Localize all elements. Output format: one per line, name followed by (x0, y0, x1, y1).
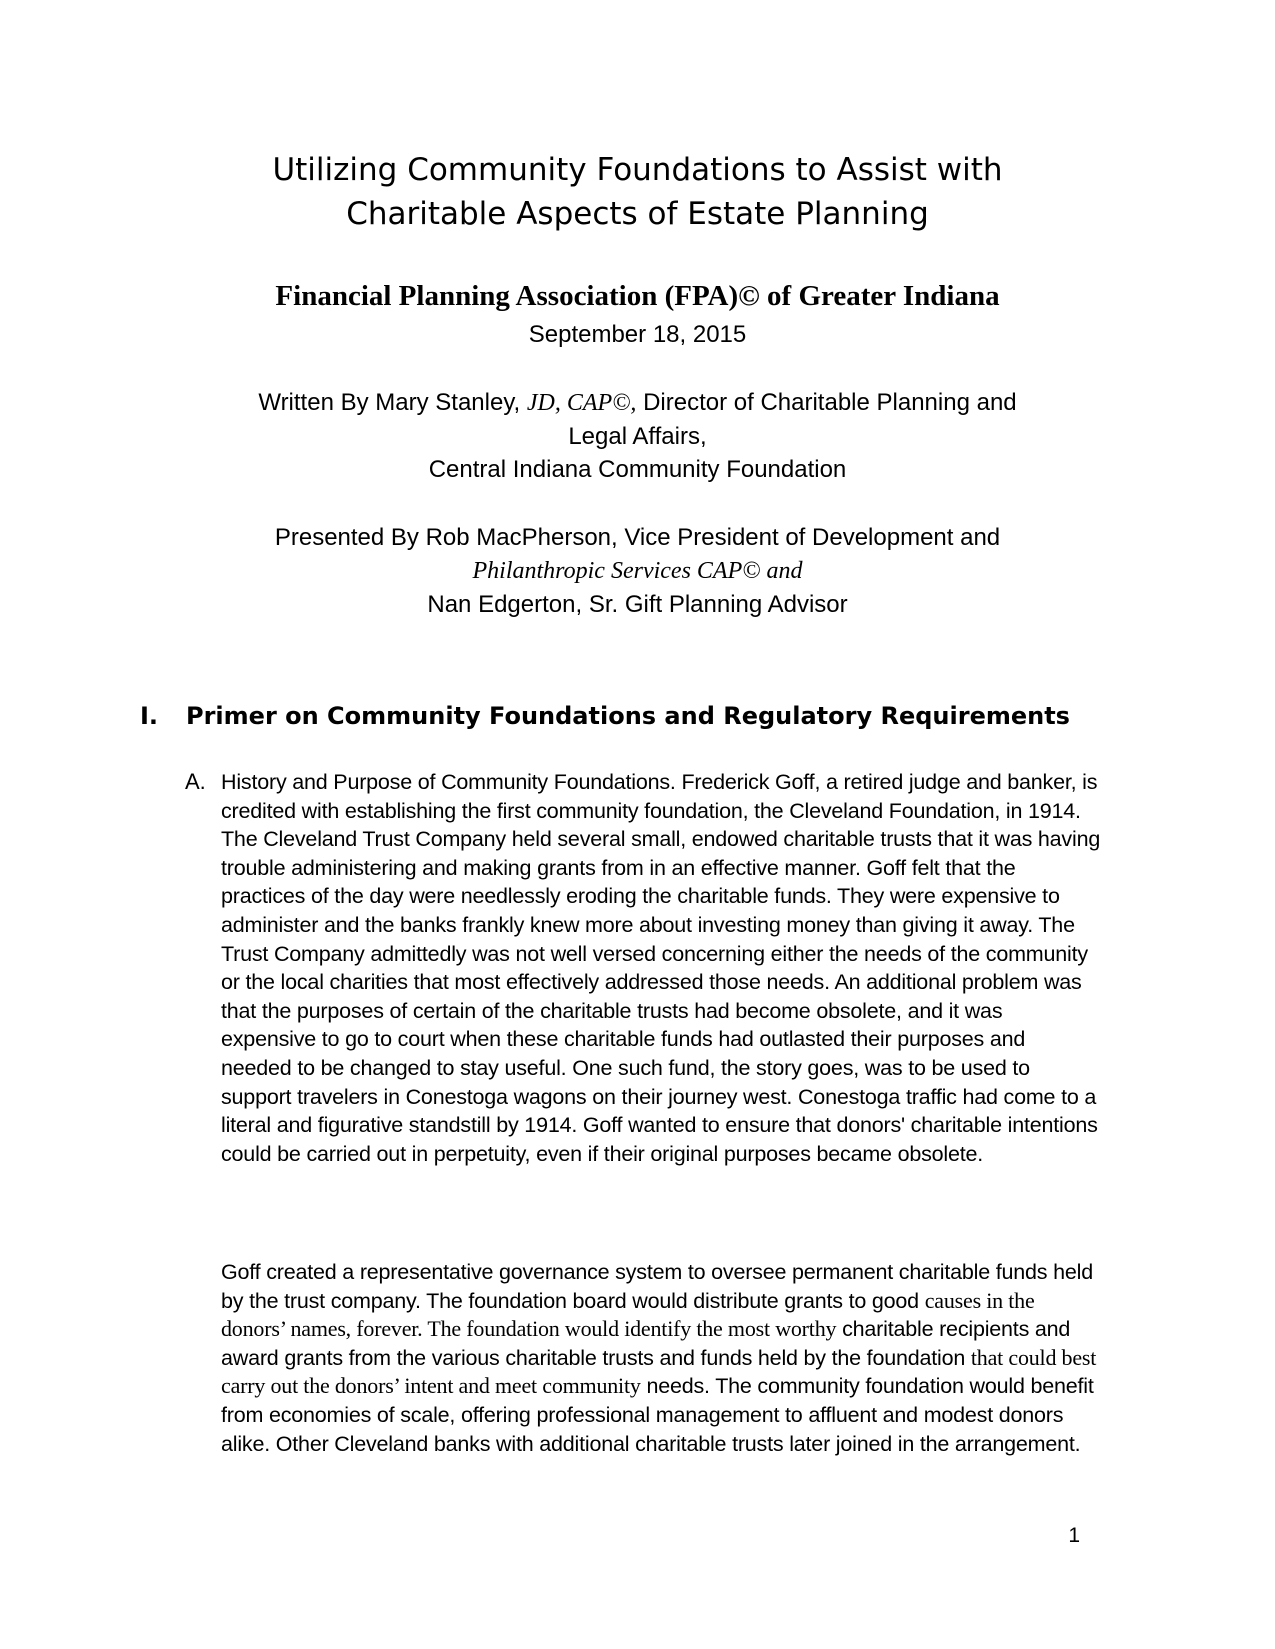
document-date: September 18, 2015 (528, 321, 747, 348)
paragraph-governance-part-5: needs. The community foundation would benefit from economies of scale, offering professional management to affluent and modest donors alike. Other Cleveland banks with additional charitable trusts later joined in the arrangement. (221, 1374, 1094, 1456)
author-block (150, 386, 1125, 486)
presenter-block (150, 521, 1125, 621)
paragraph-governance-part-3: charitable recipients and award grants from the various charitable trusts and funds held by the foundation (221, 1317, 1071, 1370)
title-line-2: Charitable Aspects of Estate Planning (346, 196, 929, 232)
paragraph-governance (221, 1258, 1101, 1458)
author-role-line-2: Legal Affairs, (568, 423, 707, 450)
section-title: Primer on Community Foundations and Regulatory Requirements (186, 702, 1070, 730)
author-credentials: JD, CAP©, (526, 390, 637, 416)
title-line-1: Utilizing Community Foundations to Assist with (272, 152, 1003, 188)
page-number: 1 (1068, 1524, 1080, 1547)
presenter-line-2: Philanthropic Services CAP© and (472, 558, 803, 584)
paragraph-governance-part-2: causes in the donors’ names, forever. The foundation would identify the most worthy (221, 1287, 1035, 1342)
subsection-marker: A. (185, 769, 206, 794)
document-title (150, 148, 1125, 236)
organization-heading: Financial Planning Association (FPA)© of Greater Indiana (275, 280, 1000, 312)
presenter-line-1: Presented By Rob MacPherson, Vice President of Development and (274, 524, 1001, 551)
paragraph-governance-part-4: that could best carry out the donors’ intent and meet community (221, 1344, 1097, 1399)
paragraph-history: History and Purpose of Community Foundations. Frederick Goff, a retired judge and banker, is credited with establishing the first community foundation, the Cleveland Foundation, in 1914. The Cleveland Trust Company held several small, endowed charitable trusts that it was having trouble administering and making grants from in an effective manner. Goff felt that the practices of the day were needlessly eroding the charitable funds. They were expensive to administer and the banks frankly knew more about investing money than giving it away. The Trust Company admittedly was not well versed concerning either the needs of the community or the local charities that most effectively addressed those needs. An additional problem was that the purposes of certain of the charitable trusts had become obsolete, and it was expensive to go to court when these charitable funds had outlasted their purposes and needed to be changed to stay useful. One such fund, the story goes, was to be used to support travelers in Conestoga wagons on their journey west. Conestoga traffic had come to a literal and figurative standstill by 1914. Goff wanted to ensure that donors' charitable intentions could be carried out in perpetuity, even if their original purposes became obsolete. (221, 770, 1101, 1166)
author-prefix: Written By Mary Stanley, (258, 389, 527, 416)
section-number: I. (140, 702, 159, 730)
paragraph-governance-part-1: Goff created a representative governance system to oversee permanent charitable funds held by the trust company. The foundation board would distribute grants to good (221, 1260, 1093, 1313)
presenter-line-3: Nan Edgerton, Sr. Gift Planning Advisor (427, 591, 848, 618)
section-heading (140, 700, 1070, 732)
author-organization: Central Indiana Community Foundation (428, 456, 847, 483)
author-role-line-1: Director of Charitable Planning and (636, 389, 1017, 416)
